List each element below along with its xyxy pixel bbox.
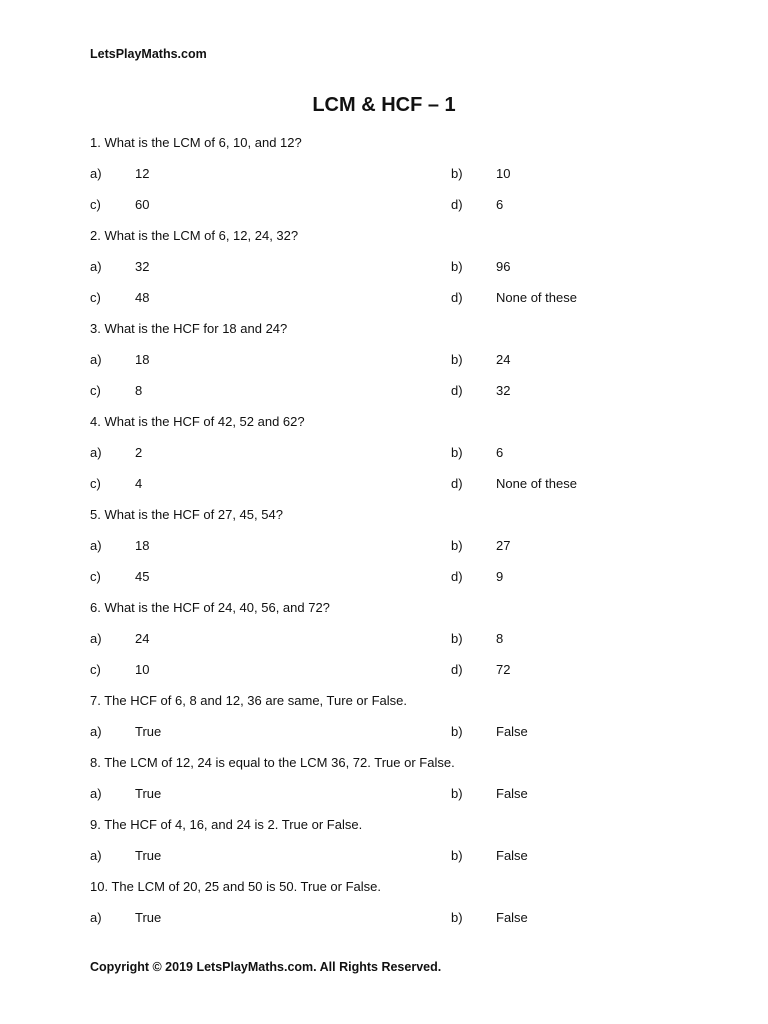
question-2 [90, 226, 690, 319]
option-letter: c) [90, 662, 101, 677]
option-letter: a) [90, 166, 102, 181]
page-title: LCM & HCF – 1 [312, 94, 456, 116]
option-value: False [496, 786, 528, 801]
copyright-footer: Copyright © 2019 LetsPlayMaths.com. All Rights Reserved. [90, 960, 442, 974]
option-row [90, 629, 690, 660]
question-text: 10. The LCM of 20, 25 and 50 is 50. True or False. [90, 879, 381, 894]
option-value: 8 [496, 631, 504, 646]
question-4 [90, 412, 690, 505]
option-letter: c) [90, 383, 101, 398]
option-letter: d) [451, 662, 463, 677]
question-text: 5. What is the HCF of 27, 45, 54? [90, 507, 283, 522]
question-text: 3. What is the HCF for 18 and 24? [90, 321, 288, 336]
option-value: False [496, 910, 528, 925]
question-5 [90, 505, 690, 598]
option-letter: d) [451, 197, 463, 212]
question-text: 9. The HCF of 4, 16, and 24 is 2. True or False. [90, 817, 363, 832]
option-letter: a) [90, 724, 102, 739]
option-letter: a) [90, 445, 102, 460]
option-letter: a) [90, 786, 102, 801]
option-value: 60 [135, 197, 150, 212]
option-letter: b) [451, 352, 463, 367]
option-value: None of these [496, 476, 577, 491]
option-letter: b) [451, 259, 463, 274]
option-value: 32 [496, 383, 511, 398]
option-value: 18 [135, 352, 150, 367]
option-value: 2 [135, 445, 143, 460]
option-value: 6 [496, 445, 504, 460]
question-7 [90, 691, 690, 753]
option-letter: a) [90, 352, 102, 367]
option-value: 32 [135, 259, 150, 274]
option-letter: b) [451, 538, 463, 553]
option-row [90, 195, 690, 226]
option-value: 24 [135, 631, 150, 646]
option-letter: a) [90, 259, 102, 274]
option-row [90, 257, 690, 288]
question-text: 7. The HCF of 6, 8 and 12, 36 are same, Ture or False. [90, 693, 407, 708]
option-value: True [135, 786, 162, 801]
option-row [90, 908, 690, 939]
option-row [90, 660, 690, 691]
option-value: False [496, 724, 528, 739]
option-value: 10 [135, 662, 150, 677]
option-row [90, 846, 690, 877]
option-letter: b) [451, 631, 463, 646]
option-value: 24 [496, 352, 511, 367]
option-letter: c) [90, 290, 101, 305]
option-value: 45 [135, 569, 150, 584]
question-10 [90, 877, 690, 939]
option-letter: d) [451, 383, 463, 398]
option-row [90, 722, 690, 753]
option-value: 6 [496, 197, 504, 212]
option-value: 9 [496, 569, 504, 584]
question-3 [90, 319, 690, 412]
option-row [90, 164, 690, 195]
option-letter: d) [451, 476, 463, 491]
option-letter: d) [451, 569, 463, 584]
option-letter: d) [451, 290, 463, 305]
option-row [90, 443, 690, 474]
option-value: 96 [496, 259, 511, 274]
option-row [90, 474, 690, 505]
option-value: True [135, 848, 162, 863]
question-text: 4. What is the HCF of 42, 52 and 62? [90, 414, 305, 429]
option-row [90, 536, 690, 567]
option-letter: c) [90, 197, 101, 212]
option-letter: b) [451, 445, 463, 460]
option-value: 27 [496, 538, 511, 553]
option-value: 48 [135, 290, 150, 305]
option-row [90, 381, 690, 412]
question-text: 1. What is the LCM of 6, 10, and 12? [90, 135, 302, 150]
option-value: 8 [135, 383, 143, 398]
option-letter: c) [90, 569, 101, 584]
option-value: 72 [496, 662, 511, 677]
question-6 [90, 598, 690, 691]
question-8 [90, 753, 690, 815]
option-letter: a) [90, 631, 102, 646]
question-text: 2. What is the LCM of 6, 12, 24, 32? [90, 228, 299, 243]
site-header: LetsPlayMaths.com [90, 47, 207, 61]
question-1 [90, 133, 690, 226]
option-value: True [135, 910, 162, 925]
question-9 [90, 815, 690, 877]
option-value: 10 [496, 166, 511, 181]
option-row [90, 567, 690, 598]
question-text: 6. What is the HCF of 24, 40, 56, and 72? [90, 600, 330, 615]
option-letter: b) [451, 166, 463, 181]
question-text: 8. The LCM of 12, 24 is equal to the LCM 36, 72. True or False. [90, 755, 455, 770]
option-row [90, 350, 690, 381]
option-letter: a) [90, 910, 102, 925]
option-letter: a) [90, 538, 102, 553]
option-row [90, 784, 690, 815]
question-list [90, 133, 690, 939]
option-letter: a) [90, 848, 102, 863]
option-value: 18 [135, 538, 150, 553]
option-row [90, 288, 690, 319]
option-letter: b) [451, 848, 463, 863]
option-letter: b) [451, 786, 463, 801]
option-value: 4 [135, 476, 143, 491]
option-value: False [496, 848, 528, 863]
option-letter: b) [451, 910, 463, 925]
option-value: None of these [496, 290, 577, 305]
option-letter: c) [90, 476, 101, 491]
option-value: 12 [135, 166, 150, 181]
option-letter: b) [451, 724, 463, 739]
option-value: True [135, 724, 162, 739]
